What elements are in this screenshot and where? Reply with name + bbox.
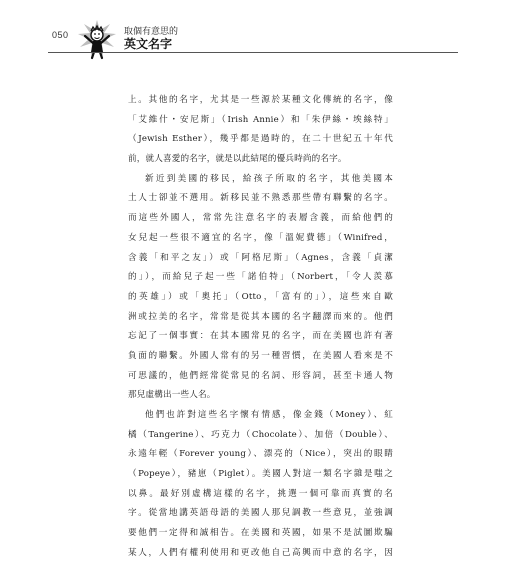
text-line: 土人士卻並不選用。新移民並不熟悉那些帶有聯繫的名字。	[128, 193, 393, 204]
text-line: 負面的聯繫。外國人常有的另一種習慣，在美國人看來是不	[128, 350, 393, 361]
text-line: 新近到美國的移民，給孩子所取的名字，其他美國本	[145, 173, 393, 184]
paragraph	[128, 91, 393, 170]
paragraph	[128, 170, 393, 406]
text-line: 某人，人們有權利使用和更改他自己高興而中意的名字，因	[128, 547, 393, 558]
text-line: 字。從當地講英語母語的美國人那兒調教一些意見，並強調	[128, 508, 393, 519]
text-line: 那兒虛構出一些人名。	[128, 390, 216, 401]
body-text	[128, 91, 393, 564]
page-number: 050	[52, 30, 69, 40]
text-line: 可思議的，他們經常從常見的名詞、形容詞，甚至卡通人物	[128, 370, 393, 381]
text-line: 含義「和平之友」）或「阿格尼斯」（Agnes，含義「貞潔	[128, 252, 393, 263]
text-line: 橘（Tangerine）、巧克力（Chocolate）、加倍（Double）、	[128, 429, 393, 440]
header-title: 英文名字	[124, 37, 173, 51]
text-line: 的英雄」）或「奧托」（Otto，「富有的」），這些來自歐	[128, 291, 393, 302]
page-header	[0, 0, 520, 62]
text-line: 忘記了一個事實：在其本國常見的名字，而在美國也許有著	[128, 331, 393, 342]
text-line: 要他們一定得和誠相告。在美國和英國，如果不是試圖欺騙	[128, 528, 393, 539]
paragraph	[128, 406, 393, 564]
text-line: 女兒起一些很不適宜的名字，像「溫妮費德」（Winifred，	[128, 232, 393, 243]
text-line: 而這些外國人，常常先注意名字的表層含義，而給他們的	[128, 213, 393, 224]
text-line: 以鼻。最好別虛構這樣的名字，挑選一個可靠而真實的名	[128, 488, 393, 499]
text-line: 的」），而給兒子起一些「諾伯特」（Norbert，「令人羨慕	[128, 272, 393, 283]
header-divider	[48, 52, 458, 53]
text-line: 洲或拉美的名字，常常是從其本國的名字翻譯而來的。他們	[128, 311, 393, 322]
cartoon-character-icon	[76, 18, 118, 60]
header-subtitle: 取個有意思的	[124, 27, 179, 37]
text-line: 他們也許對這些名字懷有情感，像金錢（Money）、紅	[145, 410, 393, 420]
text-line: （Popeye），豬崽（Piglet）。美國人對這一類名字雜是嗤之	[128, 469, 393, 480]
text-line: 上。其他的名字，尤其是一些源於某種文化傳統的名字，像	[128, 95, 393, 105]
text-line: 永遠年輕（Forever young）、漂亮的（Nice），突出的眼睛	[128, 449, 393, 460]
text-line: 「艾維什・安尼斯」（Irish Annie）和「朱伊絲・埃絲特」	[128, 114, 393, 125]
text-line: （Jewish Esther），幾乎都是過時的，在二十世紀五十年代	[128, 134, 393, 145]
text-line: 前，就人喜愛的名字，就是以此結尾的優兵時尚的名字。	[128, 154, 347, 165]
